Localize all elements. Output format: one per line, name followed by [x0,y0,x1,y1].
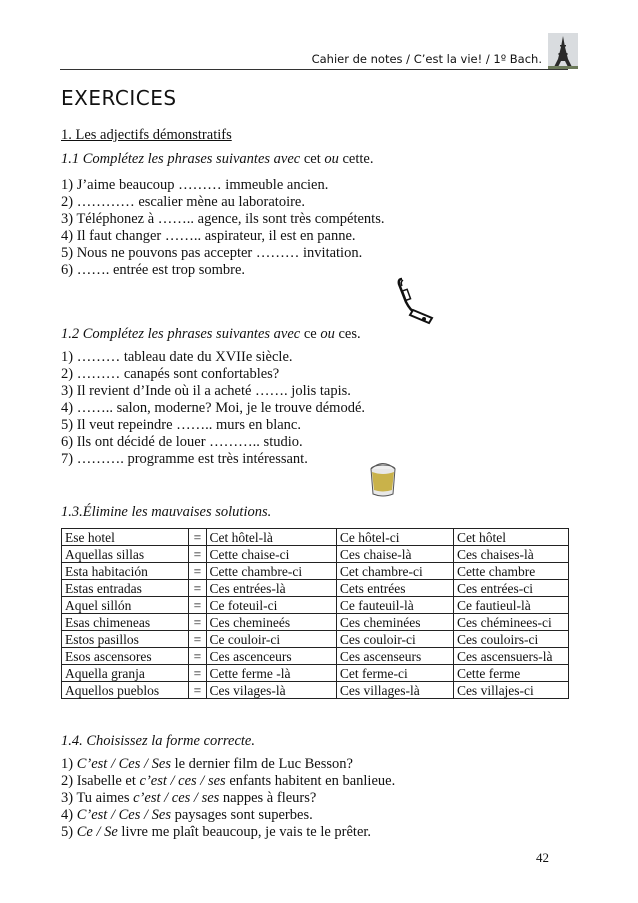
option-cell[interactable]: Cette ferme [453,665,568,682]
spanish-cell: Ese hotel [62,529,189,546]
option-cell[interactable]: Ces ascensuers-là [453,648,568,665]
option-cell[interactable]: Ces ascenceurs [206,648,336,665]
keyword-1: cet [303,151,321,167]
vacuum-cleaner-icon [396,276,438,326]
option-cell[interactable]: Ce couloir-ci [206,631,336,648]
table-row [62,614,569,631]
line-prefix: 3) Tu aimes [61,790,134,806]
keyword-2: cette. [342,151,374,167]
exercise-line: 1) J’aime beaucoup ……… immeuble ancien. [61,177,329,193]
option-cell[interactable]: Cette chambre [453,563,568,580]
option-cell[interactable]: Ces villages-là [336,682,453,699]
option-cell[interactable]: Cette ferme -là [206,665,336,682]
option-cell[interactable]: Ces entrées-ci [453,580,568,597]
option-cell[interactable]: Ces couloir-ci [336,631,453,648]
spanish-cell: Aquel sillón [62,597,189,614]
spanish-cell: Estas entradas [62,580,189,597]
option-cell[interactable]: Ce fauteuil-là [336,597,453,614]
exercise-line: 3) Téléphonez à …….. agence, ils sont très compétents. [61,211,385,227]
option-cell[interactable]: Ces chaises-là [453,546,568,563]
line-suffix: enfants habitent en banlieue. [225,773,396,789]
table-row [62,563,569,580]
header-rule [60,69,568,70]
line-prefix: 2) Isabelle et [61,773,140,789]
option-cell[interactable]: Ces couloirs-ci [453,631,568,648]
equals-cell: = [189,665,206,682]
option-cell[interactable]: Ces chaise-là [336,546,453,563]
table-row [62,682,569,699]
spanish-cell: Esas chimeneas [62,614,189,631]
table-row [62,648,569,665]
line-suffix: livre me plaît beaucoup, je vais te le prêter. [117,824,372,840]
section-heading: 1. Les adjectifs démonstratifs [61,127,232,143]
spanish-cell: Esta habitación [62,563,189,580]
keyword-2: ces. [338,326,361,342]
spanish-cell: Esos ascensores [62,648,189,665]
line-suffix: paysages sont superbes. [170,807,313,823]
option-cell[interactable]: Ces ascenseurs [336,648,453,665]
line-suffix: le dernier film de Luc Besson? [170,756,353,772]
equals-cell: = [189,614,206,631]
equals-cell: = [189,563,206,580]
option-cell[interactable]: Ces chéminees-ci [453,614,568,631]
page-header [0,51,638,71]
instruction-italic: 1.2 Complétez les phrases suivantes avec [61,326,301,342]
option-cell[interactable]: Cet hôtel-là [206,529,336,546]
keyword-1: ce [303,326,317,342]
keyword-or: ou [320,326,335,342]
option-cell[interactable]: Ces cheminées [336,614,453,631]
page-title: EXERCICES [61,86,177,110]
line-suffix: nappes à fleurs? [219,790,317,806]
exercise-line: 5) Il veut repeindre …….. murs en blanc. [61,417,301,433]
instruction-italic: 1.4. Choisissez la forme correcte. [61,733,255,749]
table-row [62,597,569,614]
choice-options[interactable]: Ce / Se [76,824,118,840]
equals-cell: = [189,546,206,563]
equals-cell: = [189,597,206,614]
option-cell[interactable]: Cets entrées [336,580,453,597]
instruction-italic: 1.1 Complétez les phrases suivantes avec [61,151,301,167]
option-cell[interactable]: Ces entrées-là [206,580,336,597]
option-cell[interactable]: Ces villajes-ci [453,682,568,699]
equals-cell: = [189,648,206,665]
exercise-1-4-instruction [61,733,255,750]
choice-options[interactable]: c’est / ces / ses [133,790,220,806]
header-text: Cahier de notes / C’est la vie! / 1º Bach. [311,52,542,66]
option-cell[interactable]: Ce hôtel-ci [336,529,453,546]
option-cell[interactable]: Cet ferme-ci [336,665,453,682]
spanish-cell: Aquellos pueblos [62,682,189,699]
instruction-italic: 1.3.Élimine les mauvaises solutions. [61,504,272,520]
option-cell[interactable]: Ces chemineés [206,614,336,631]
choice-line [61,756,353,773]
option-cell[interactable]: Cet chambre-ci [336,563,453,580]
line-prefix: 4) [61,807,77,823]
exercise-1-3-instruction [61,504,271,521]
choice-line [61,773,395,790]
elimination-table [61,528,569,699]
keyword-or: ou [324,151,339,167]
table-row [62,546,569,563]
table-row [62,529,569,546]
exercise-line: 1) ……… tableau date du XVIIe siècle. [61,349,293,365]
choice-line [61,790,316,807]
exercise-line: 6) ……. entrée est trop sombre. [61,262,246,278]
equals-cell: = [189,631,206,648]
exercise-1-1-instruction [61,151,374,168]
option-cell[interactable]: Ce foteuil-ci [206,597,336,614]
exercise-line: 5) Nous ne pouvons pas accepter ……… invitation. [61,245,363,261]
equals-cell: = [189,580,206,597]
choice-options[interactable]: c’est / ces / ses [139,773,226,789]
table-row [62,580,569,597]
choice-line [61,807,313,824]
equals-cell: = [189,682,206,699]
table-row [62,665,569,682]
table-row [62,631,569,648]
exercise-line: 7) ………. programme est très intéressant. [61,451,308,467]
exercise-1-2-instruction [61,326,361,343]
spanish-cell: Aquellas sillas [62,546,189,563]
choice-options[interactable]: C’est / Ces / Ses [76,756,171,772]
line-prefix: 1) [61,756,77,772]
exercise-line: 4) Il faut changer …….. aspirateur, il est en panne. [61,228,356,244]
equals-cell: = [189,529,206,546]
eiffel-tower-icon [548,33,578,69]
spanish-cell: Aquella granja [62,665,189,682]
choice-line [61,824,371,841]
option-cell[interactable]: Cet hôtel [453,529,568,546]
exercise-line: 2) ……… canapés sont confortables? [61,366,280,382]
exercise-line: 4) …….. salon, moderne? Moi, je le trouve démodé. [61,400,366,416]
line-prefix: 5) [61,824,77,840]
exercise-line: 6) Ils ont décidé de louer ……….. studio. [61,434,303,450]
paint-bucket-icon [368,462,398,498]
spanish-cell: Estos pasillos [62,631,189,648]
option-cell[interactable]: Cette chambre-ci [206,563,336,580]
choice-options[interactable]: C’est / Ces / Ses [76,807,171,823]
option-cell[interactable]: Cette chaise-ci [206,546,336,563]
exercise-line: 2) ………… escalier mène au laboratoire. [61,194,305,210]
exercise-line: 3) Il revient d’Inde où il a acheté ……. jolis tapis. [61,383,351,399]
page-number: 42 [536,850,549,865]
option-cell[interactable]: Ce fautieul-là [453,597,568,614]
option-cell[interactable]: Ces vilages-là [206,682,336,699]
